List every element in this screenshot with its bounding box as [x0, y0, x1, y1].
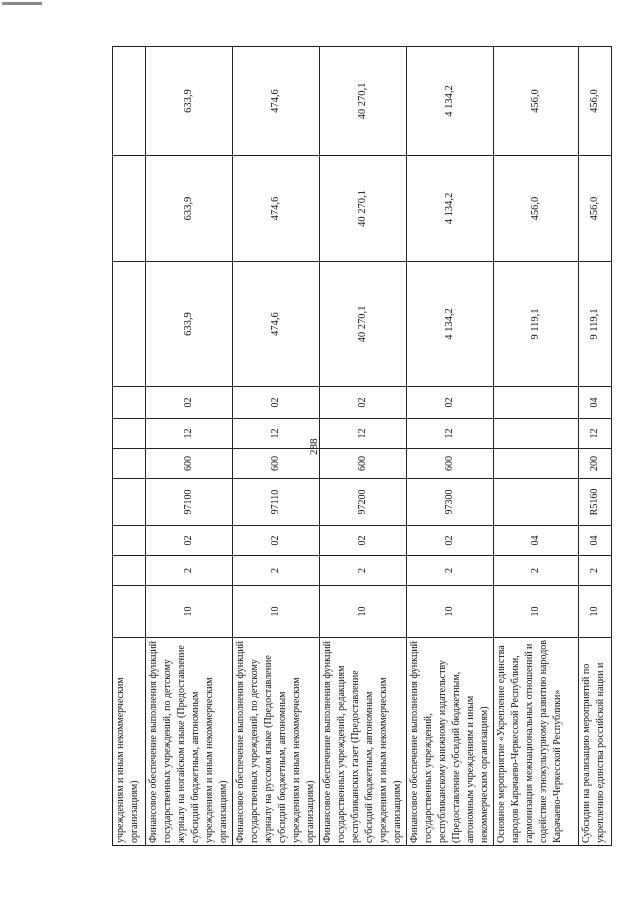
program-code: 2 — [146, 556, 233, 586]
amount-column-1 — [113, 262, 146, 387]
amount-column-1: 4 134,2 — [407, 262, 494, 387]
amount-column-3: 40 270,1 — [320, 47, 407, 156]
amount-column-1: 633,9 — [146, 262, 233, 387]
subsection-code: 02 — [320, 387, 407, 419]
program-code: 2 — [494, 556, 579, 586]
amount-column-2: 40 270,1 — [320, 156, 407, 262]
subprogram-code: 04 — [494, 526, 579, 556]
subprogram-code — [113, 526, 146, 556]
row-description: Финансовое обеспечение выполнения функций государственных учреждений, редакциям республиканских газет (Предоставление субсидий бюджетным, автономным учреждениям и иным некоммерческим организациям) — [320, 638, 407, 846]
budget-table — [112, 46, 612, 846]
subprogram-code: 04 — [579, 526, 612, 556]
section-code — [113, 586, 146, 638]
amount-column-3: 633,9 — [146, 47, 233, 156]
row-description: Финансовое обеспечение выполнения функций государственных учреждений, по детскому журналу на русском языке (Предоставление субсидий бюджетным, автономным учреждениям и иным некоммерческим организациям) — [233, 638, 320, 846]
amount-column-2: 456,0 — [579, 156, 612, 262]
expense-type-code — [494, 449, 579, 479]
section-code: 10 — [494, 586, 579, 638]
program-code: 2 — [407, 556, 494, 586]
section-code: 10 — [233, 586, 320, 638]
target-code: 97110 — [233, 479, 320, 526]
subprogram-code: 02 — [146, 526, 233, 556]
amount-column-1: 9 119,1 — [579, 262, 612, 387]
subprogram-code: 02 — [320, 526, 407, 556]
section-code: 10 — [407, 586, 494, 638]
row-description: Основное мероприятие «Укрепление единства народов Карачаево-Черкесской Республики, гармонизация межнациональных отношений и содействие этнокультурному развитию народов Карачаево-Черкесской Республики» — [494, 638, 579, 846]
amount-column-1: 474,6 — [233, 262, 320, 387]
expense-type-code: 200 — [579, 449, 612, 479]
table-row — [494, 47, 579, 846]
amount-column-3 — [113, 47, 146, 156]
row-description: Финансовое обеспечение выполнения функций государственных учреждений, республиканскому книжному издательству (Предоставление субсидий бюджетным, автономным учреждениям и иным некоммерческим организациям) — [407, 638, 494, 846]
amount-column-1: 9 119,1 — [494, 262, 579, 387]
target-code: R5160 — [579, 479, 612, 526]
page-number: 288 — [308, 438, 320, 455]
table-row — [579, 47, 612, 846]
subprogram-code: 02 — [407, 526, 494, 556]
section-code: 10 — [146, 586, 233, 638]
table-row — [320, 47, 407, 846]
row-description: учреждениям и иным некоммерческим организациям) — [113, 638, 146, 846]
program-code: 2 — [233, 556, 320, 586]
department-code — [113, 419, 146, 449]
row-description: Субсидии на реализацию мероприятий по укреплению единства российской нации и — [579, 638, 612, 846]
amount-column-2: 474,6 — [233, 156, 320, 262]
department-code — [494, 419, 579, 449]
amount-column-3: 474,6 — [233, 47, 320, 156]
subsection-code: 04 — [579, 387, 612, 419]
subsection-code — [113, 387, 146, 419]
amount-column-2: 4 134,2 — [407, 156, 494, 262]
department-code: 12 — [407, 419, 494, 449]
row-description: Финансовое обеспечение выполнения функций государственных учреждений, по детскому журналу на ногайском языке (Предоставление субсидий бюджетным, автономным учреждениям и иным некоммерческим организациям) — [146, 638, 233, 846]
amount-column-3: 4 134,2 — [407, 47, 494, 156]
program-code: 2 — [579, 556, 612, 586]
subsection-code: 02 — [146, 387, 233, 419]
target-code — [113, 479, 146, 526]
table-row — [233, 47, 320, 846]
target-code: 97200 — [320, 479, 407, 526]
subsection-code: 02 — [407, 387, 494, 419]
department-code: 12 — [146, 419, 233, 449]
expense-type-code: 600 — [233, 449, 320, 479]
expense-type-code: 600 — [146, 449, 233, 479]
amount-column-3: 456,0 — [494, 47, 579, 156]
department-code: 12 — [579, 419, 612, 449]
program-code — [113, 556, 146, 586]
expense-type-code — [113, 449, 146, 479]
section-code: 10 — [320, 586, 407, 638]
section-code: 10 — [579, 586, 612, 638]
table-row — [407, 47, 494, 846]
target-code: 97100 — [146, 479, 233, 526]
target-code: 97300 — [407, 479, 494, 526]
amount-column-3: 456,0 — [579, 47, 612, 156]
scan-edge-mark — [2, 2, 42, 5]
expense-type-code: 600 — [320, 449, 407, 479]
rotated-budget-table — [112, 47, 612, 846]
table-row — [113, 47, 146, 846]
expense-type-code: 600 — [407, 449, 494, 479]
target-code — [494, 479, 579, 526]
amount-column-2: 456,0 — [494, 156, 579, 262]
amount-column-2 — [113, 156, 146, 262]
amount-column-1: 40 270,1 — [320, 262, 407, 387]
subprogram-code: 02 — [233, 526, 320, 556]
department-code: 12 — [320, 419, 407, 449]
department-code: 12 — [233, 419, 320, 449]
subsection-code: 02 — [233, 387, 320, 419]
amount-column-2: 633,9 — [146, 156, 233, 262]
table-row — [146, 47, 233, 846]
program-code: 2 — [320, 556, 407, 586]
subsection-code — [494, 387, 579, 419]
